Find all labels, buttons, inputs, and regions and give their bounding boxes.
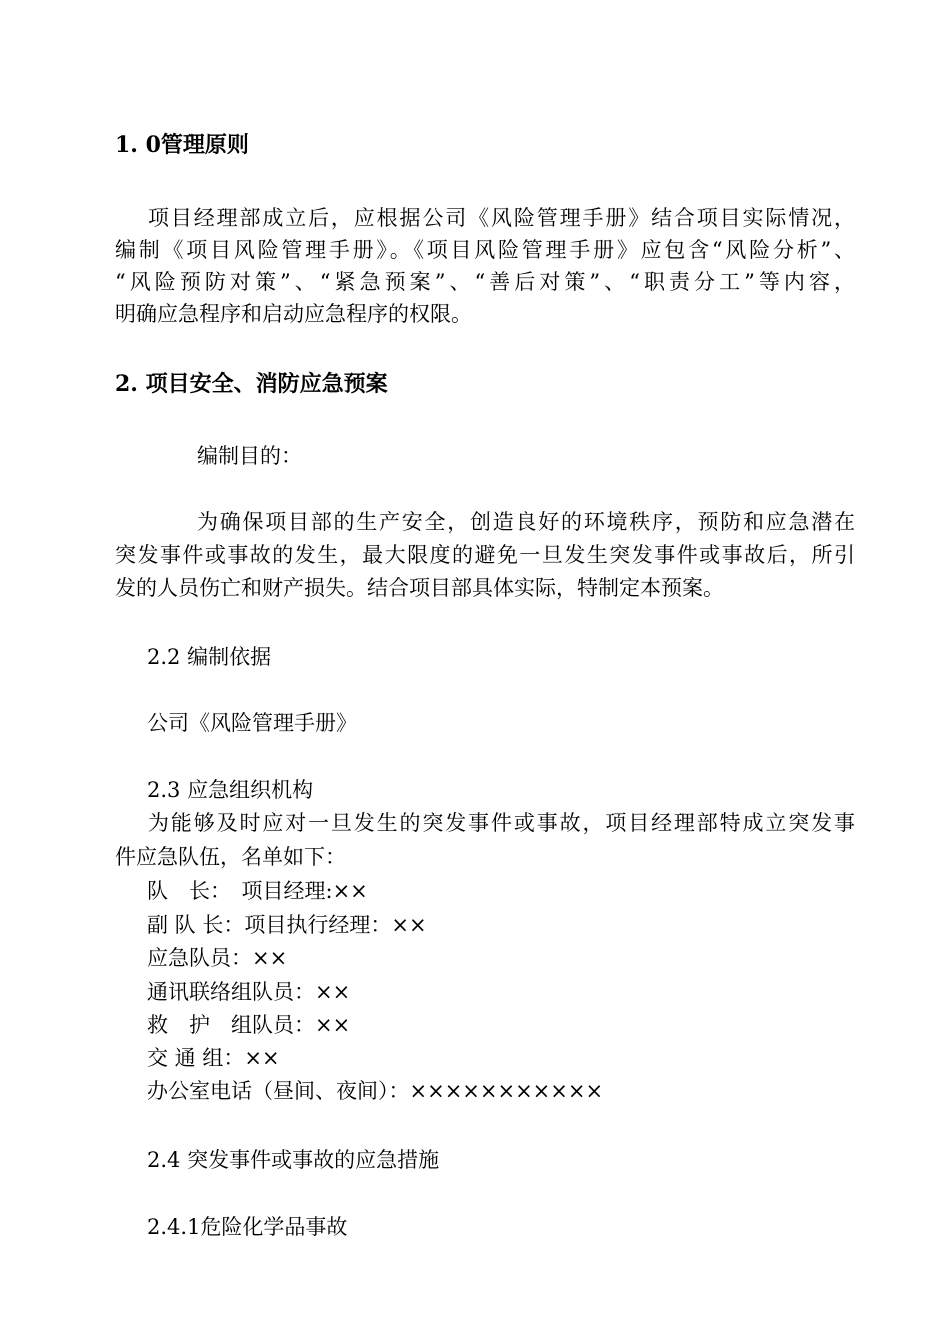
purpose-line-2: 突发事件或事故的发生，最大限度的避免一旦发生突发事件或事故后，所引 [115, 543, 855, 567]
purpose-label: 编制目的： [197, 444, 302, 468]
basis-text: 公司《风险管理手册》 [147, 711, 357, 735]
member-traffic: 交 通 组：×× [147, 1046, 280, 1070]
section-1-para-line-4: 明确应急程序和启动应急程序的权限。 [115, 302, 472, 326]
section-2-heading: 2. 项目安全、消防应急预案 [115, 371, 388, 397]
member-vice-captain: 副 队 长：项目执行经理：×× [147, 913, 427, 937]
member-emergency: 应急队员：×× [147, 946, 288, 970]
member-captain: 队 长： 项目经理:×× [147, 879, 368, 903]
section-1-para-line-1: 项目经理部成立后，应根据公司《风险管理手册》结合项目实际情况， [148, 206, 855, 230]
measures-title: 2.4 突发事件或事故的应急措施 [147, 1148, 440, 1172]
section-1-para-line-2: 编制《项目风险管理手册》。《项目风险管理手册》应包含“风险分析”、 [115, 238, 855, 262]
section-1-heading: 1. 0管理原则 [115, 132, 249, 158]
member-rescue: 救 护 组队员：×× [147, 1013, 351, 1037]
org-title: 2.3 应急组织机构 [147, 778, 314, 802]
basis-title: 2.2 编制依据 [147, 645, 272, 669]
office-phone: 办公室电话（昼间、夜间）：××××××××××× [147, 1079, 604, 1103]
section-1-para-line-3: “风险预防对策”、“紧急预案”、“善后对策”、“职责分工”等内容， [115, 270, 855, 294]
purpose-line-3: 发的人员伤亡和财产损失。结合项目部具体实际，特制定本预案。 [115, 576, 724, 600]
hazardous-chemicals-title: 2.4.1危险化学品事故 [147, 1215, 348, 1239]
org-intro-line-2: 件应急队伍，名单如下： [115, 845, 346, 869]
member-communication: 通讯联络组队员：×× [147, 980, 351, 1004]
org-intro-line-1: 为能够及时应对一旦发生的突发事件或事故，项目经理部特成立突发事 [148, 811, 855, 835]
purpose-line-1: 为确保项目部的生产安全，创造良好的环境秩序，预防和应急潜在 [197, 510, 855, 534]
